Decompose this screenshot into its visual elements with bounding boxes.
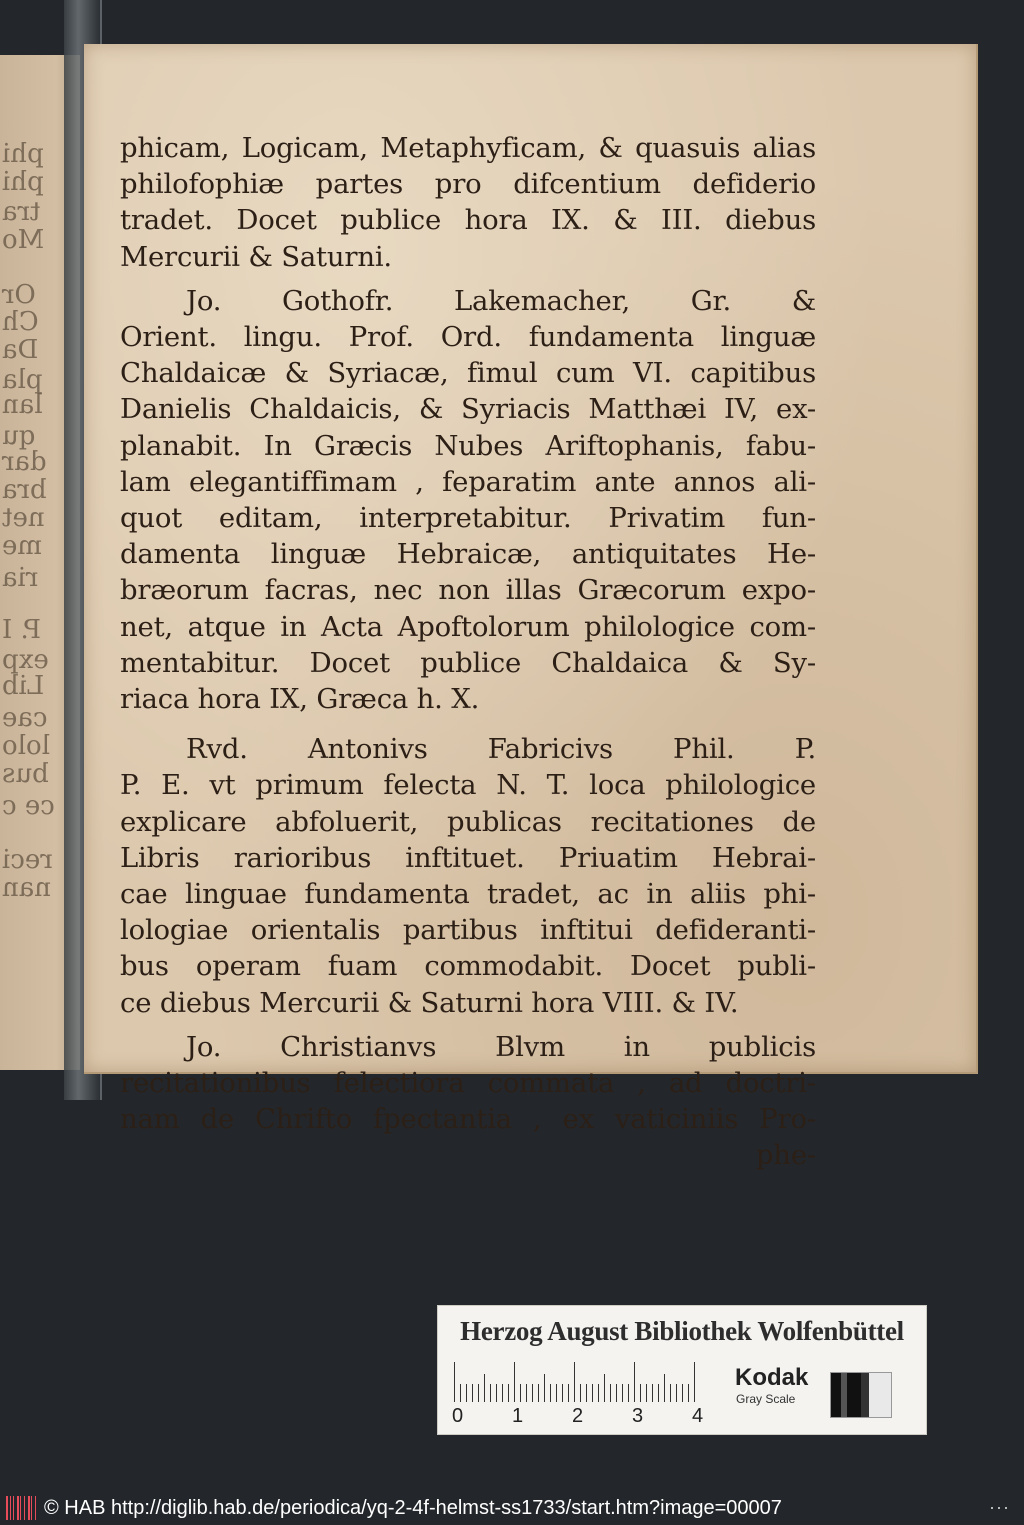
more-icon[interactable]: ···: [989, 1497, 1010, 1517]
color-target-card: [437, 1305, 927, 1435]
paragraph-fabricius: [120, 731, 816, 1021]
left-page-fragment: net: [2, 503, 45, 533]
ruler-tick: [538, 1384, 539, 1402]
left-page-fragment: tra: [2, 197, 41, 227]
document-page: [84, 44, 978, 1172]
ruler-tick: [484, 1374, 485, 1402]
ruler-tick: [460, 1384, 461, 1402]
scale-ruler: [454, 1362, 714, 1402]
ruler-tick: [598, 1384, 599, 1402]
paragraph-1: [120, 130, 816, 275]
left-page-fragment: pla: [2, 365, 43, 395]
ruler-tick: [658, 1384, 659, 1402]
ruler-tick: [694, 1362, 695, 1402]
barcode-stripe: [10, 1496, 11, 1520]
ruler-tick: [574, 1362, 575, 1402]
text-line: bræorum facras, nec non illas Græcorum expo-: [120, 574, 816, 607]
ruler-tick: [646, 1384, 647, 1402]
paragraph-blum: [120, 1029, 816, 1174]
gray-patches: [830, 1372, 892, 1418]
left-page-fragment: phi: [2, 167, 44, 197]
left-page-fragment: Mo: [2, 225, 45, 255]
left-page-fragment: ce c: [2, 791, 55, 821]
left-page-fragment: ria: [2, 563, 39, 593]
text-line: quot editam, interpretabitur. Privatim fun-: [120, 502, 816, 535]
left-page-fragment: lolo: [2, 731, 50, 761]
ruler-tick: [502, 1384, 503, 1402]
text-line: planabit. In Græcis Nubes Ariftophanis, fabu-: [120, 429, 816, 462]
barcode-stripe: [31, 1496, 32, 1520]
ruler-label: 4: [692, 1405, 704, 1427]
barcode-stripe: [20, 1496, 21, 1520]
left-page-fragment: dar: [2, 447, 47, 477]
ruler-tick: [670, 1384, 671, 1402]
ruler-tick: [550, 1384, 551, 1402]
text-line: Chaldaicæ & Syriacæ, fimul cum VI. capitibus: [120, 357, 816, 390]
url-footer: [0, 1491, 1024, 1525]
text-line: mentabitur. Docet publice Chaldaica & Sy-: [120, 646, 816, 679]
left-page-fragment: bra: [2, 475, 47, 505]
ruler-label: 0: [452, 1405, 464, 1427]
text-line: Rvd. Antonivs Fabricivs Phil. P.: [186, 733, 816, 766]
left-page-fragment: Da: [2, 335, 39, 365]
text-line: bus operam fuam commodabit. Docet publi-: [120, 950, 816, 983]
barcode-stripe: [6, 1496, 8, 1520]
ruler-tick: [682, 1384, 683, 1402]
ruler-tick: [520, 1384, 521, 1402]
ruler-tick: [640, 1384, 641, 1402]
left-page-fragment: bus: [2, 759, 49, 789]
source-url[interactable]: © HAB http://diglib.hab.de/periodica/yq-2-4f-helmst-ss1733/start.htm?image=00007: [44, 1496, 782, 1519]
text-line: phicam, Logicam, Metaphyficam, & quasuis alias: [120, 132, 816, 164]
ruler-tick: [478, 1384, 479, 1402]
text-line: damenta linguæ Hebraicæ, antiquitates He-: [120, 538, 816, 571]
ruler-tick: [634, 1362, 635, 1402]
left-page-fragment: reci: [2, 845, 53, 875]
ruler-tick: [526, 1384, 527, 1402]
text-line: Jo. Gothofr. Lakemacher, Gr. &: [186, 284, 816, 317]
ruler-tick: [544, 1374, 545, 1402]
left-page-fragment: P. I: [2, 615, 42, 645]
ruler-tick: [514, 1362, 515, 1402]
ruler-tick: [556, 1384, 557, 1402]
ruler-tick: [664, 1374, 665, 1402]
ruler-tick: [604, 1374, 605, 1402]
ruler-tick: [580, 1384, 581, 1402]
left-page-fragment: Lib: [2, 671, 45, 701]
left-page-fragment: qu: [2, 421, 36, 451]
ruler-tick: [616, 1384, 617, 1402]
text-line: Libris rarioribus inftituet. Priuatim Hebrai-: [120, 841, 816, 874]
barcode-stripe: [24, 1496, 25, 1520]
ruler-tick: [592, 1384, 593, 1402]
text-line: Danielis Chaldaicis, & Syriacis Matthæi IV, ex-: [120, 393, 816, 426]
text-line: phe-: [755, 1139, 816, 1172]
ruler-tick: [610, 1384, 611, 1402]
ruler-tick: [568, 1384, 569, 1402]
text-line: lologiae orientalis partibus inftitui defideranti-: [120, 914, 816, 947]
ruler-label: 2: [572, 1405, 584, 1427]
ruler-tick: [508, 1384, 509, 1402]
text-line: riaca hora IX, Græca h. X.: [120, 683, 480, 716]
text-line: P. E. vt primum felecta N. T. loca philologice: [120, 769, 816, 802]
text-line: tradet. Docet publice hora IX. & III. diebus: [120, 204, 816, 237]
ruler-tick: [496, 1384, 497, 1402]
left-page-fragment: lan: [2, 390, 43, 420]
text-line: Jo. Christianvs Blvm in publicis: [186, 1030, 816, 1063]
text-line: Orient. lingu. Prof. Ord. fundamenta linguæ: [120, 321, 816, 354]
ruler-tick: [586, 1384, 587, 1402]
ruler-label: 3: [632, 1405, 644, 1427]
left-page-fragment: nan: [2, 873, 51, 903]
ruler-tick: [688, 1384, 689, 1402]
left-page-fragment: Ch: [2, 307, 39, 337]
left-page-fragment: Or: [2, 280, 36, 310]
text-line: ce diebus Mercurii & Saturni hora VIII. & IV.: [120, 986, 739, 1019]
barcode-stripe: [28, 1496, 30, 1520]
gray-scale-label: Gray Scale: [736, 1392, 796, 1406]
ruler-tick: [622, 1384, 623, 1402]
text-line: nam de Chrifto fpectantia , ex vaticiniis Pro-: [120, 1103, 816, 1136]
barcode-stripe: [13, 1496, 14, 1520]
kodak-logo: Kodak: [735, 1364, 809, 1391]
left-page-fragment: me: [2, 531, 43, 561]
barcode-icon: [6, 1496, 40, 1520]
text-line: net, atque in Acta Apoftolorum philologice com-: [120, 610, 816, 643]
ruler-tick: [676, 1384, 677, 1402]
ruler-tick: [472, 1384, 473, 1402]
barcode-stripe: [35, 1496, 36, 1520]
barcode-stripe: [17, 1496, 19, 1520]
library-name: Herzog August Bibliothek Wolfenbüttel: [460, 1316, 904, 1346]
text-line: philofophiæ partes pro difcentium defiderio: [120, 168, 816, 201]
text-line: cae linguae fundamenta tradet, ac in aliis phi-: [120, 878, 816, 911]
ruler-label: 1: [512, 1405, 524, 1427]
left-page-fragment: cae: [2, 703, 48, 733]
ruler-tick: [628, 1384, 629, 1402]
ruler-tick: [454, 1362, 455, 1402]
text-line: lam elegantiffimam , feparatim ante annos ali-: [120, 465, 816, 498]
page-body-text: [120, 130, 816, 1174]
text-line: Mercurii & Saturni.: [120, 240, 392, 273]
ruler-tick: [652, 1384, 653, 1402]
ruler-tick: [562, 1384, 563, 1402]
left-page-fragment: exp: [2, 645, 49, 675]
text-line: recitationibus felectiora commata , ad doctri-: [120, 1067, 816, 1100]
left-page-fragment: phi: [2, 139, 44, 169]
ruler-tick: [466, 1384, 467, 1402]
ruler-tick: [490, 1384, 491, 1402]
paragraph-lakemacher: [120, 283, 816, 717]
ruler-tick: [532, 1384, 533, 1402]
text-line: explicare abfoluerit, publicas recitationes de: [120, 805, 816, 838]
